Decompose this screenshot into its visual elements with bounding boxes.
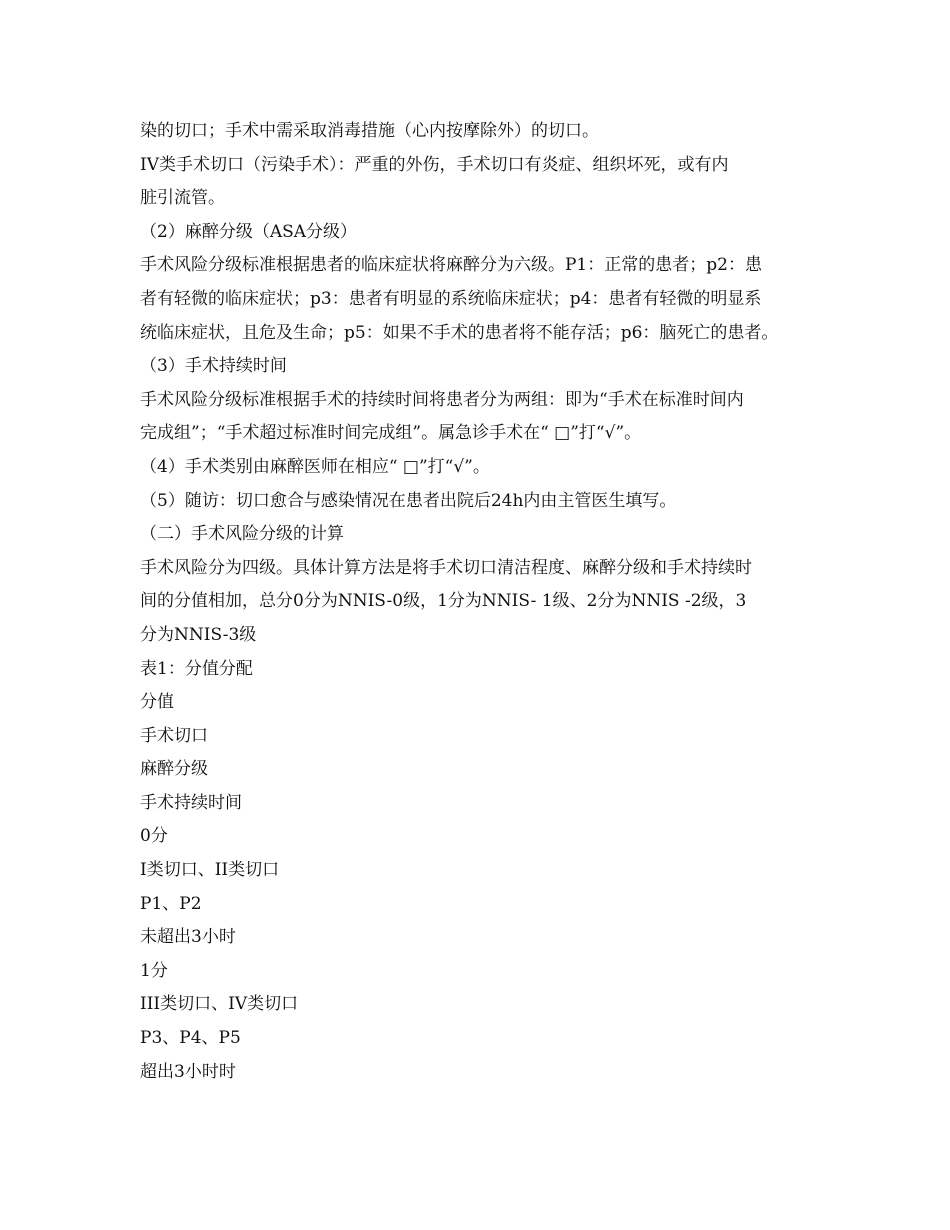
- text-line-risk-1: 手术风险分为四级。具体计算方法是将手术切口清洁程度、麻醉分级和手术持续时: [140, 557, 752, 578]
- table-header-incision: 手术切口: [140, 725, 208, 746]
- text-line-duration-2: 完成组”；“手术超过标准时间完成组”。属急诊手术在“ □”打“√”。: [140, 423, 642, 444]
- text-line-anesthesia-3: 统临床症状，且危及生命；p5：如果不手术的患者将不能存活；p6：脑死亡的患者。: [140, 322, 779, 343]
- text-line-anesthesia-1: 手术风险分级标准根据患者的临床症状将麻醉分为六级。P1：正常的患者；p2：患: [140, 255, 762, 276]
- section-heading-anesthesia: （2）麻醉分级（ASA分级）: [140, 221, 358, 242]
- table-header-anesthesia: 麻醉分级: [140, 759, 208, 780]
- table-cell-anesthesia-0: P1、P2: [140, 893, 202, 914]
- table-header-score: 分值: [140, 692, 174, 713]
- text-line-class-iv-incision: IV类手术切口（污染手术）：严重的外伤，手术切口有炎症、组织坏死，或有内: [140, 154, 729, 175]
- table-cell-anesthesia-1: P3、P4、P5: [140, 1028, 241, 1049]
- document-body: [140, 115, 820, 1089]
- table-cell-incision-0: I类切口、II类切口: [140, 860, 280, 881]
- text-line-incision-continuation: 染的切口；手术中需采取消毒措施（心内按摩除外）的切口。: [140, 121, 599, 141]
- table-cell-duration-0: 未超出3小时: [140, 927, 236, 948]
- text-line-duration-1: 手术风险分级标准根据手术的持续时间将患者分为两组：即为“手术在标准时间内: [140, 389, 744, 410]
- table-cell-score-0: 0分: [140, 826, 168, 847]
- table-cell-score-1: 1分: [140, 960, 168, 981]
- table-cell-duration-1: 超出3小时时: [140, 1061, 236, 1082]
- text-line-anesthesia-2: 者有轻微的临床症状；p3：患者有明显的系统临床症状；p4：患者有轻微的明显系: [140, 288, 762, 309]
- section-heading-risk-calculation: （二）手术风险分级的计算: [140, 524, 344, 545]
- text-line-follow-up: （5）随访：切口愈合与感染情况在患者出院后24h内由主管医生填写。: [140, 490, 677, 511]
- table-caption: 表1：分值分配: [140, 658, 253, 679]
- table-cell-incision-1: III类切口、IV类切口: [140, 994, 299, 1015]
- section-heading-duration: （3）手术持续时间: [140, 356, 287, 377]
- text-line-surgery-category: （4）手术类别由麻醉医师在相应“ □”打“√”。: [140, 456, 490, 477]
- text-line-risk-2: 间的分值相加，总分0分为NNIS-0级，1分为NNIS- 1级、2分为NNIS -2级，3: [140, 591, 747, 612]
- table-header-duration: 手术持续时间: [140, 792, 242, 813]
- text-line-risk-3: 分为NNIS-3级: [140, 624, 257, 645]
- text-line-class-iv-incision-cont: 脏引流管。: [140, 188, 225, 209]
